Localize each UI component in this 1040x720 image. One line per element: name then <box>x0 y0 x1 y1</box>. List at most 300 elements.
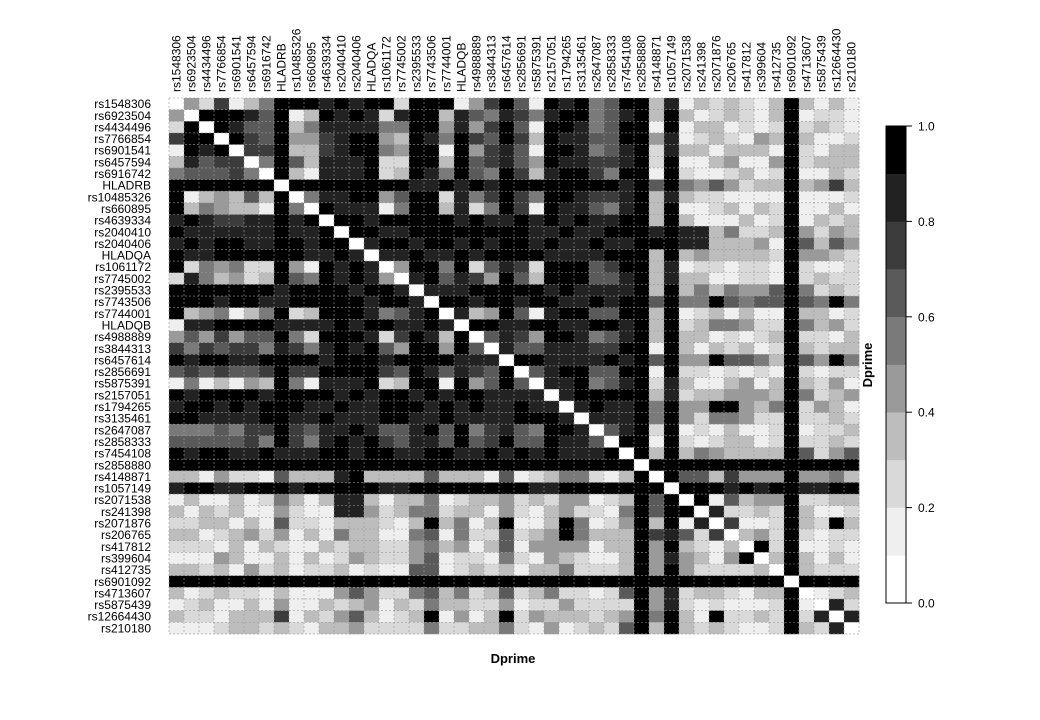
heatmap-cell-26-5 <box>244 401 259 413</box>
heatmap-cell-35-23 <box>514 506 529 518</box>
row-label: rs6457594 <box>94 155 151 170</box>
heatmap-cell-8-12 <box>349 191 364 203</box>
heatmap-cell-9-42 <box>799 203 814 215</box>
heatmap-cell-22-43 <box>814 354 829 366</box>
heatmap-cell-1-38 <box>739 110 754 122</box>
heatmap-cell-8-38 <box>739 191 754 203</box>
heatmap-cell-3-22 <box>499 133 514 145</box>
heatmap-cell-31-20 <box>469 459 484 471</box>
heatmap-cell-20-29 <box>604 331 619 343</box>
heatmap-cell-43-12 <box>349 599 364 611</box>
heatmap-cell-16-23 <box>514 284 529 296</box>
heatmap-cell-11-43 <box>814 226 829 238</box>
heatmap-cell-4-14 <box>379 145 394 157</box>
heatmap-cell-33-24 <box>529 482 544 494</box>
heatmap-cell-18-29 <box>604 308 619 320</box>
heatmap-cell-32-12 <box>349 471 364 483</box>
heatmap-cell-10-44 <box>829 215 844 227</box>
heatmap-cell-14-1 <box>184 261 199 273</box>
heatmap-cell-15-3 <box>214 273 229 285</box>
heatmap-cell-18-30 <box>619 308 634 320</box>
heatmap-cell-43-29 <box>604 599 619 611</box>
heatmap-cell-33-43 <box>814 482 829 494</box>
heatmap-cell-19-4 <box>229 319 244 331</box>
heatmap-cell-33-31 <box>634 482 649 494</box>
heatmap-cell-35-20 <box>469 506 484 518</box>
heatmap-cell-29-14 <box>379 436 394 448</box>
heatmap-cell-25-30 <box>619 389 634 401</box>
heatmap-cell-16-5 <box>244 284 259 296</box>
heatmap-cell-37-44 <box>829 529 844 541</box>
heatmap-cell-36-44 <box>829 517 844 529</box>
heatmap-cell-31-16 <box>409 459 424 471</box>
heatmap-cell-27-8 <box>289 413 304 425</box>
heatmap-cell-24-6 <box>259 378 274 390</box>
heatmap-cell-3-33 <box>664 133 679 145</box>
heatmap-cell-12-14 <box>379 238 394 250</box>
heatmap-cell-28-40 <box>769 424 784 436</box>
heatmap-cell-1-31 <box>634 110 649 122</box>
heatmap-cell-43-6 <box>259 599 274 611</box>
heatmap-cell-25-23 <box>514 389 529 401</box>
column-label: rs417812 <box>739 41 754 92</box>
heatmap-cell-15-8 <box>289 273 304 285</box>
heatmap-cell-17-0 <box>169 296 184 308</box>
heatmap-cell-42-41 <box>784 587 799 599</box>
heatmap-cell-24-8 <box>289 378 304 390</box>
heatmap-cell-9-23 <box>514 203 529 215</box>
heatmap-cell-39-18 <box>439 552 454 564</box>
heatmap-cell-27-17 <box>424 413 439 425</box>
heatmap-cell-45-37 <box>724 622 739 634</box>
heatmap-cell-9-36 <box>709 203 724 215</box>
heatmap-cell-6-34 <box>679 168 694 180</box>
heatmap-cell-42-15 <box>394 587 409 599</box>
heatmap-cell-14-7 <box>274 261 289 273</box>
heatmap-cell-11-6 <box>259 226 274 238</box>
heatmap-cell-34-37 <box>724 494 739 506</box>
heatmap-cell-25-40 <box>769 389 784 401</box>
heatmap-cell-4-39 <box>754 145 769 157</box>
heatmap-cell-6-7 <box>274 168 289 180</box>
heatmap-cell-19-8 <box>289 319 304 331</box>
heatmap-cell-32-33 <box>664 471 679 483</box>
heatmap-cell-1-41 <box>784 110 799 122</box>
heatmap-cell-1-45 <box>844 110 859 122</box>
heatmap-cell-28-42 <box>799 424 814 436</box>
heatmap-cell-15-21 <box>484 273 499 285</box>
heatmap-cell-17-8 <box>289 296 304 308</box>
heatmap-cell-44-39 <box>754 611 769 623</box>
heatmap-cell-2-43 <box>814 121 829 133</box>
heatmap-cell-3-45 <box>844 133 859 145</box>
colorbar-swatch <box>886 412 906 460</box>
heatmap-cell-37-24 <box>529 529 544 541</box>
heatmap-cell-4-30 <box>619 145 634 157</box>
heatmap-cell-41-5 <box>244 576 259 588</box>
heatmap-cell-43-37 <box>724 599 739 611</box>
heatmap-cell-20-19 <box>454 331 469 343</box>
heatmap-cell-40-34 <box>679 564 694 576</box>
heatmap-cell-36-2 <box>199 517 214 529</box>
heatmap-cell-32-41 <box>784 471 799 483</box>
heatmap-cell-11-2 <box>199 226 214 238</box>
heatmap-cell-28-22 <box>499 424 514 436</box>
heatmap-cell-3-8 <box>289 133 304 145</box>
heatmap-cell-11-38 <box>739 226 754 238</box>
heatmap-cell-31-14 <box>379 459 394 471</box>
heatmap-cell-44-2 <box>199 611 214 623</box>
heatmap-cell-32-1 <box>184 471 199 483</box>
heatmap-cell-18-7 <box>274 308 289 320</box>
heatmap-cell-30-29 <box>604 448 619 460</box>
heatmap-cell-12-20 <box>469 238 484 250</box>
heatmap-cell-20-30 <box>619 331 634 343</box>
heatmap-cell-1-29 <box>604 110 619 122</box>
heatmap-cell-31-8 <box>289 459 304 471</box>
heatmap-cell-29-8 <box>289 436 304 448</box>
heatmap-cell-22-2 <box>199 354 214 366</box>
heatmap-cell-41-20 <box>469 576 484 588</box>
heatmap-cell-30-40 <box>769 448 784 460</box>
heatmap-cell-3-43 <box>814 133 829 145</box>
heatmap-cell-26-28 <box>589 401 604 413</box>
heatmap-cell-11-9 <box>304 226 319 238</box>
heatmap-cell-22-41 <box>784 354 799 366</box>
heatmap-cell-32-42 <box>799 471 814 483</box>
heatmap-cell-15-27 <box>574 273 589 285</box>
heatmap-cell-8-3 <box>214 191 229 203</box>
heatmap-cell-3-3 <box>214 133 229 145</box>
heatmap-cell-42-12 <box>349 587 364 599</box>
heatmap-cell-40-10 <box>319 564 334 576</box>
heatmap-cell-3-24 <box>529 133 544 145</box>
heatmap-cell-32-0 <box>169 471 184 483</box>
heatmap-cell-36-5 <box>244 517 259 529</box>
heatmap-cell-13-9 <box>304 249 319 261</box>
column-label: rs2858333 <box>604 35 619 92</box>
heatmap-cell-33-11 <box>334 482 349 494</box>
heatmap-cell-15-28 <box>589 273 604 285</box>
heatmap-cell-42-1 <box>184 587 199 599</box>
column-label: rs7454108 <box>619 35 634 92</box>
heatmap-cell-24-28 <box>589 378 604 390</box>
heatmap-cell-10-13 <box>364 215 379 227</box>
heatmap-cell-28-12 <box>349 424 364 436</box>
heatmap-cell-22-3 <box>214 354 229 366</box>
heatmap-cell-17-39 <box>754 296 769 308</box>
heatmap-cell-37-32 <box>649 529 664 541</box>
heatmap-cell-33-36 <box>709 482 724 494</box>
heatmap-cell-5-13 <box>364 156 379 168</box>
heatmap-cell-29-27 <box>574 436 589 448</box>
heatmap-cell-20-18 <box>439 331 454 343</box>
heatmap-cell-0-35 <box>694 98 709 110</box>
heatmap-cell-35-39 <box>754 506 769 518</box>
heatmap-cell-35-19 <box>454 506 469 518</box>
column-label: rs2647087 <box>589 35 604 92</box>
heatmap-cell-26-27 <box>574 401 589 413</box>
heatmap-cell-17-24 <box>529 296 544 308</box>
heatmap-cell-21-4 <box>229 343 244 355</box>
heatmap-cell-7-13 <box>364 180 379 192</box>
heatmap-cell-26-3 <box>214 401 229 413</box>
heatmap-cell-29-35 <box>694 436 709 448</box>
heatmap-cell-24-15 <box>394 378 409 390</box>
heatmap-cell-44-5 <box>244 611 259 623</box>
heatmap-cell-9-38 <box>739 203 754 215</box>
heatmap-cell-23-11 <box>334 366 349 378</box>
heatmap-cell-17-40 <box>769 296 784 308</box>
heatmap-cell-17-5 <box>244 296 259 308</box>
heatmap-cell-39-20 <box>469 552 484 564</box>
heatmap-cell-19-22 <box>499 319 514 331</box>
heatmap-cell-3-37 <box>724 133 739 145</box>
heatmap-cell-3-7 <box>274 133 289 145</box>
heatmap-cell-29-25 <box>544 436 559 448</box>
heatmap-cell-44-38 <box>739 611 754 623</box>
heatmap-cell-14-15 <box>394 261 409 273</box>
heatmap-cell-7-25 <box>544 180 559 192</box>
heatmap-cell-4-42 <box>799 145 814 157</box>
column-label: rs6916742 <box>259 35 274 92</box>
heatmap-cell-18-37 <box>724 308 739 320</box>
heatmap-cell-10-21 <box>484 215 499 227</box>
row-label: rs241398 <box>100 504 151 519</box>
heatmap-cell-26-38 <box>739 401 754 413</box>
heatmap-cell-18-12 <box>349 308 364 320</box>
heatmap-cell-16-0 <box>169 284 184 296</box>
heatmap-cell-44-19 <box>454 611 469 623</box>
heatmap-cell-15-35 <box>694 273 709 285</box>
heatmap-cell-38-14 <box>379 541 394 553</box>
heatmap-cell-21-41 <box>784 343 799 355</box>
heatmap-cell-9-22 <box>499 203 514 215</box>
heatmap-cell-42-34 <box>679 587 694 599</box>
heatmap-cell-7-21 <box>484 180 499 192</box>
heatmap-cell-1-40 <box>769 110 784 122</box>
heatmap-cell-25-39 <box>754 389 769 401</box>
heatmap-cell-44-44 <box>829 611 844 623</box>
heatmap-cell-35-37 <box>724 506 739 518</box>
heatmap-cell-18-27 <box>574 308 589 320</box>
heatmap-cell-5-27 <box>574 156 589 168</box>
heatmap-cell-28-1 <box>184 424 199 436</box>
heatmap-cell-21-8 <box>289 343 304 355</box>
heatmap-cell-41-17 <box>424 576 439 588</box>
heatmap-cell-23-12 <box>349 366 364 378</box>
heatmap-cell-16-22 <box>499 284 514 296</box>
heatmap-cell-5-0 <box>169 156 184 168</box>
heatmap-cell-15-43 <box>814 273 829 285</box>
heatmap-cell-37-27 <box>574 529 589 541</box>
heatmap-cell-3-34 <box>679 133 694 145</box>
heatmap-cell-39-4 <box>229 552 244 564</box>
heatmap-cell-5-6 <box>259 156 274 168</box>
heatmap-cell-43-16 <box>409 599 424 611</box>
heatmap-cell-11-30 <box>619 226 634 238</box>
heatmap-cell-44-7 <box>274 611 289 623</box>
heatmap-cell-23-7 <box>274 366 289 378</box>
heatmap-cell-3-36 <box>709 133 724 145</box>
heatmap-cell-34-10 <box>319 494 334 506</box>
heatmap-cell-38-4 <box>229 541 244 553</box>
heatmap-cell-5-35 <box>694 156 709 168</box>
heatmap-cell-40-44 <box>829 564 844 576</box>
heatmap-cell-9-29 <box>604 203 619 215</box>
heatmap-cell-2-31 <box>634 121 649 133</box>
heatmap-cell-27-25 <box>544 413 559 425</box>
heatmap-cell-41-26 <box>559 576 574 588</box>
heatmap-cell-45-23 <box>514 622 529 634</box>
heatmap-cell-1-43 <box>814 110 829 122</box>
heatmap-cell-34-31 <box>634 494 649 506</box>
heatmap-cell-30-6 <box>259 448 274 460</box>
heatmap-cell-37-11 <box>334 529 349 541</box>
heatmap-cell-12-33 <box>664 238 679 250</box>
heatmap-cell-2-20 <box>469 121 484 133</box>
heatmap-cell-43-34 <box>679 599 694 611</box>
heatmap-cell-24-4 <box>229 378 244 390</box>
heatmap-cell-45-39 <box>754 622 769 634</box>
heatmap-cell-1-0 <box>169 110 184 122</box>
heatmap-cell-36-22 <box>499 517 514 529</box>
heatmap-cell-25-17 <box>424 389 439 401</box>
heatmap-cell-35-5 <box>244 506 259 518</box>
heatmap-cell-26-1 <box>184 401 199 413</box>
heatmap-cell-14-43 <box>814 261 829 273</box>
heatmap-cell-45-44 <box>829 622 844 634</box>
heatmap-cell-20-17 <box>424 331 439 343</box>
heatmap-cell-7-15 <box>394 180 409 192</box>
heatmap-cell-31-17 <box>424 459 439 471</box>
heatmap-cell-0-8 <box>289 98 304 110</box>
heatmap-cell-25-29 <box>604 389 619 401</box>
heatmap-cell-28-36 <box>709 424 724 436</box>
heatmap-cell-36-27 <box>574 517 589 529</box>
heatmap-cell-28-39 <box>754 424 769 436</box>
heatmap-cell-33-42 <box>799 482 814 494</box>
heatmap-cell-42-2 <box>199 587 214 599</box>
heatmap-cell-9-17 <box>424 203 439 215</box>
heatmap-cell-13-32 <box>649 249 664 261</box>
heatmap-cell-0-39 <box>754 98 769 110</box>
heatmap-cell-17-31 <box>634 296 649 308</box>
heatmap-cell-31-12 <box>349 459 364 471</box>
heatmap-cell-9-28 <box>589 203 604 215</box>
heatmap-cell-20-38 <box>739 331 754 343</box>
heatmap-cell-9-5 <box>244 203 259 215</box>
heatmap-cell-6-43 <box>814 168 829 180</box>
heatmap-cell-21-42 <box>799 343 814 355</box>
heatmap-cell-8-10 <box>319 191 334 203</box>
heatmap-cell-26-30 <box>619 401 634 413</box>
heatmap-cell-26-44 <box>829 401 844 413</box>
heatmap-cell-10-10 <box>319 215 334 227</box>
heatmap-cell-7-27 <box>574 180 589 192</box>
heatmap-cell-17-28 <box>589 296 604 308</box>
heatmap-cell-26-24 <box>529 401 544 413</box>
heatmap-cell-23-30 <box>619 366 634 378</box>
heatmap-cell-6-25 <box>544 168 559 180</box>
heatmap-cell-10-5 <box>244 215 259 227</box>
heatmap-cell-0-28 <box>589 98 604 110</box>
heatmap-cell-25-6 <box>259 389 274 401</box>
heatmap-cell-4-34 <box>679 145 694 157</box>
heatmap-cell-20-44 <box>829 331 844 343</box>
heatmap-cell-37-16 <box>409 529 424 541</box>
heatmap-cell-0-29 <box>604 98 619 110</box>
heatmap-cell-11-42 <box>799 226 814 238</box>
heatmap-cell-0-27 <box>574 98 589 110</box>
heatmap-cell-16-29 <box>604 284 619 296</box>
heatmap-cell-23-17 <box>424 366 439 378</box>
heatmap-cell-17-33 <box>664 296 679 308</box>
heatmap-cell-21-40 <box>769 343 784 355</box>
heatmap-cell-19-31 <box>634 319 649 331</box>
heatmap-cell-27-11 <box>334 413 349 425</box>
heatmap-cell-16-19 <box>454 284 469 296</box>
heatmap-cell-40-16 <box>409 564 424 576</box>
heatmap-cell-14-34 <box>679 261 694 273</box>
heatmap-cell-12-4 <box>229 238 244 250</box>
heatmap-cell-10-22 <box>499 215 514 227</box>
heatmap-cell-27-15 <box>394 413 409 425</box>
heatmap-cell-15-37 <box>724 273 739 285</box>
heatmap-cell-17-22 <box>499 296 514 308</box>
heatmap-cell-22-11 <box>334 354 349 366</box>
heatmap-cell-41-32 <box>649 576 664 588</box>
heatmap-cell-6-44 <box>829 168 844 180</box>
column-label: rs6923504 <box>184 35 199 92</box>
heatmap-cell-0-34 <box>679 98 694 110</box>
heatmap-cell-38-22 <box>499 541 514 553</box>
heatmap-cell-44-32 <box>649 611 664 623</box>
heatmap-cell-27-18 <box>439 413 454 425</box>
heatmap-cell-35-13 <box>364 506 379 518</box>
heatmap-cell-5-23 <box>514 156 529 168</box>
heatmap-cell-29-18 <box>439 436 454 448</box>
heatmap-cell-23-42 <box>799 366 814 378</box>
heatmap-cell-37-22 <box>499 529 514 541</box>
heatmap-cell-35-17 <box>424 506 439 518</box>
heatmap-cell-36-43 <box>814 517 829 529</box>
heatmap-cell-29-2 <box>199 436 214 448</box>
heatmap-cell-27-4 <box>229 413 244 425</box>
heatmap-cell-31-22 <box>499 459 514 471</box>
heatmap-cell-43-21 <box>484 599 499 611</box>
heatmap-cell-35-24 <box>529 506 544 518</box>
heatmap-cell-14-9 <box>304 261 319 273</box>
heatmap-cell-23-45 <box>844 366 859 378</box>
heatmap-cell-8-16 <box>409 191 424 203</box>
heatmap-cell-25-45 <box>844 389 859 401</box>
heatmap-cell-41-3 <box>214 576 229 588</box>
heatmap-cell-26-13 <box>364 401 379 413</box>
heatmap-cell-22-29 <box>604 354 619 366</box>
heatmap-cell-20-23 <box>514 331 529 343</box>
colorbar-tick-label: 0.6 <box>918 310 935 325</box>
heatmap-cell-10-30 <box>619 215 634 227</box>
heatmap-cell-0-20 <box>469 98 484 110</box>
heatmap-cell-30-32 <box>649 448 664 460</box>
heatmap-cell-37-9 <box>304 529 319 541</box>
heatmap-cell-44-37 <box>724 611 739 623</box>
colorbar-title: Dprime <box>860 342 875 388</box>
heatmap-cell-26-18 <box>439 401 454 413</box>
heatmap-cell-42-27 <box>574 587 589 599</box>
heatmap-cell-18-39 <box>754 308 769 320</box>
